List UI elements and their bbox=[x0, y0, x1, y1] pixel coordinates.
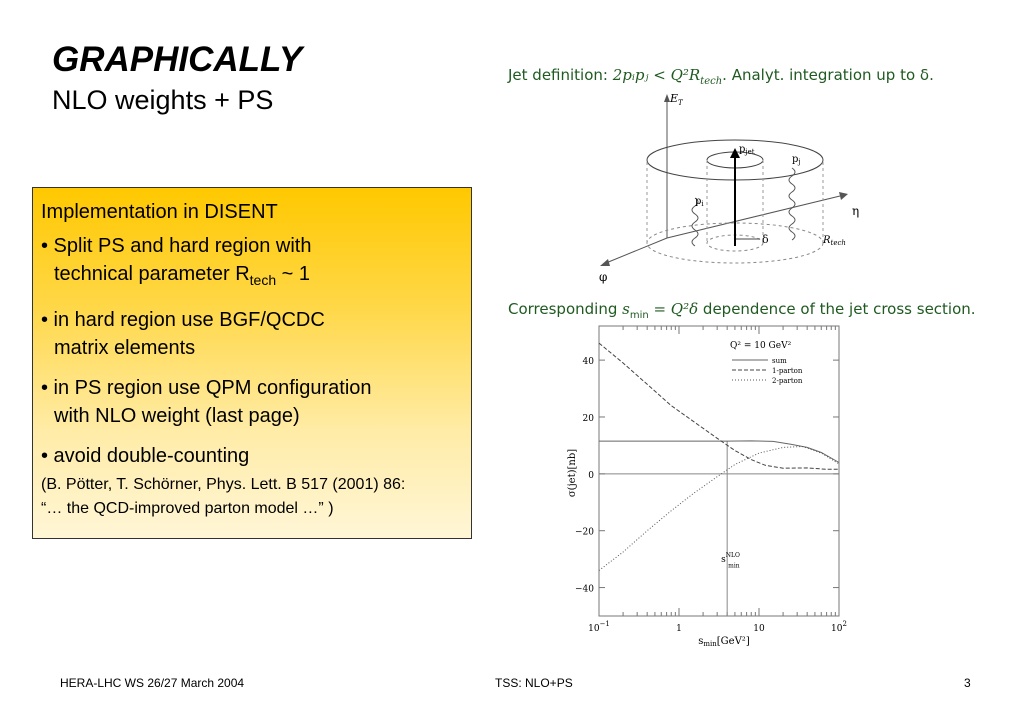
p-jet-label: $p_{jet}$ bbox=[739, 144, 755, 156]
caption-math-subscript: tech bbox=[700, 76, 723, 87]
series-1-parton bbox=[599, 343, 839, 469]
et-label: $E_T$ bbox=[670, 92, 683, 107]
bullet-hard-region-line1: • in hard region use BGF/QCDC bbox=[41, 309, 325, 331]
legend-entry-sum: sum bbox=[772, 357, 787, 365]
rtech-value: ~ 1 bbox=[276, 263, 311, 285]
y-tick-label: −40 bbox=[575, 584, 594, 595]
caption-prefix: Jet definition: bbox=[508, 66, 613, 84]
chart-caption-math: s bbox=[622, 300, 630, 318]
snlo-annotation: $s^{NLO}$ bbox=[721, 551, 740, 565]
y-tick-label: 0 bbox=[588, 470, 594, 481]
reference-line2: “… the QCD-improved parton model …” ) bbox=[41, 500, 334, 517]
page-number: 3 bbox=[964, 676, 971, 690]
caption-math: 2pᵢpⱼ < Q²R bbox=[612, 66, 701, 84]
plot-frame bbox=[599, 326, 839, 616]
jet-definition-caption bbox=[508, 66, 934, 87]
series-2-parton bbox=[599, 447, 839, 571]
bullet-double-counting-text: • avoid double-counting bbox=[41, 445, 250, 467]
bullet-split-ps-line2 bbox=[41, 260, 461, 294]
slide-subtitle: NLO weights + PS bbox=[52, 85, 274, 115]
x-tick-label: 10 bbox=[753, 624, 765, 634]
bullet-split-ps-line1: • Split PS and hard region with bbox=[41, 235, 312, 257]
bullet-hard-region-line2: matrix elements bbox=[54, 337, 196, 359]
chart-caption-prefix: Corresponding bbox=[508, 300, 623, 318]
series-sum bbox=[599, 441, 839, 463]
chart-caption-math-subscript: min bbox=[629, 310, 649, 321]
cross-section-chart bbox=[558, 318, 858, 653]
p-i-label: $p_i$ bbox=[695, 196, 704, 208]
eta-axis bbox=[667, 196, 840, 238]
x-tick-label: 1 bbox=[676, 624, 682, 634]
legend-entry-2-parton: 2-parton bbox=[772, 377, 803, 385]
chart-caption-math-equation: = Q²δ bbox=[648, 300, 699, 318]
y-tick-label: −20 bbox=[575, 527, 594, 538]
r-tech-label: $R_{tech}$ bbox=[823, 235, 846, 247]
x-axis-label: $s_{min}[GeV^2]$ bbox=[698, 636, 750, 648]
eta-label: η bbox=[852, 204, 860, 218]
y-tick-label: 40 bbox=[582, 357, 594, 368]
legend-header: Q² = 10 GeV² bbox=[730, 341, 792, 351]
bullet-ps-region bbox=[41, 374, 461, 430]
chart-caption-suffix: dependence of the jet cross section. bbox=[698, 300, 976, 318]
legend-entry-1-parton: 1-parton bbox=[772, 367, 803, 375]
p-j-gluon bbox=[789, 168, 795, 240]
x-tick-label: $10^{-1}$ bbox=[588, 620, 610, 634]
bullet-double-counting bbox=[41, 442, 461, 470]
slide-title: GRAPHICALLY bbox=[52, 40, 303, 79]
phi-axis bbox=[606, 238, 667, 263]
caption-suffix: . Analyt. integration up to δ. bbox=[722, 66, 934, 84]
bullet-split-ps bbox=[41, 232, 461, 294]
x-tick-label: $10^2$ bbox=[831, 620, 847, 634]
implementation-box bbox=[32, 187, 472, 539]
jet-cone-diagram bbox=[590, 88, 870, 288]
rtech-subscript: tech bbox=[249, 272, 277, 288]
box-header: Implementation in DISENT bbox=[41, 201, 278, 223]
y-axis-label: σ(jet)[nb] bbox=[567, 448, 578, 498]
rtech-text: technical parameter R bbox=[54, 263, 250, 285]
reference-line1: (B. Pötter, T. Schörner, Phys. Lett. B 517 (2001) 86: bbox=[41, 476, 406, 493]
snlo-annotation-sub: min bbox=[728, 562, 740, 570]
footer-center: TSS: NLO+PS bbox=[495, 676, 573, 690]
footer-left: HERA-LHC WS 26/27 March 2004 bbox=[60, 676, 245, 690]
bullet-hard-region bbox=[41, 306, 461, 362]
p-j-label: $p_j$ bbox=[792, 154, 801, 166]
bullet-ps-region-line1: • in PS region use QPM configuration bbox=[41, 377, 372, 399]
delta-label: δ bbox=[762, 233, 769, 246]
bullet-ps-region-line2: with NLO weight (last page) bbox=[54, 405, 300, 427]
phi-label: φ bbox=[599, 270, 608, 284]
y-tick-label: 20 bbox=[582, 413, 594, 424]
